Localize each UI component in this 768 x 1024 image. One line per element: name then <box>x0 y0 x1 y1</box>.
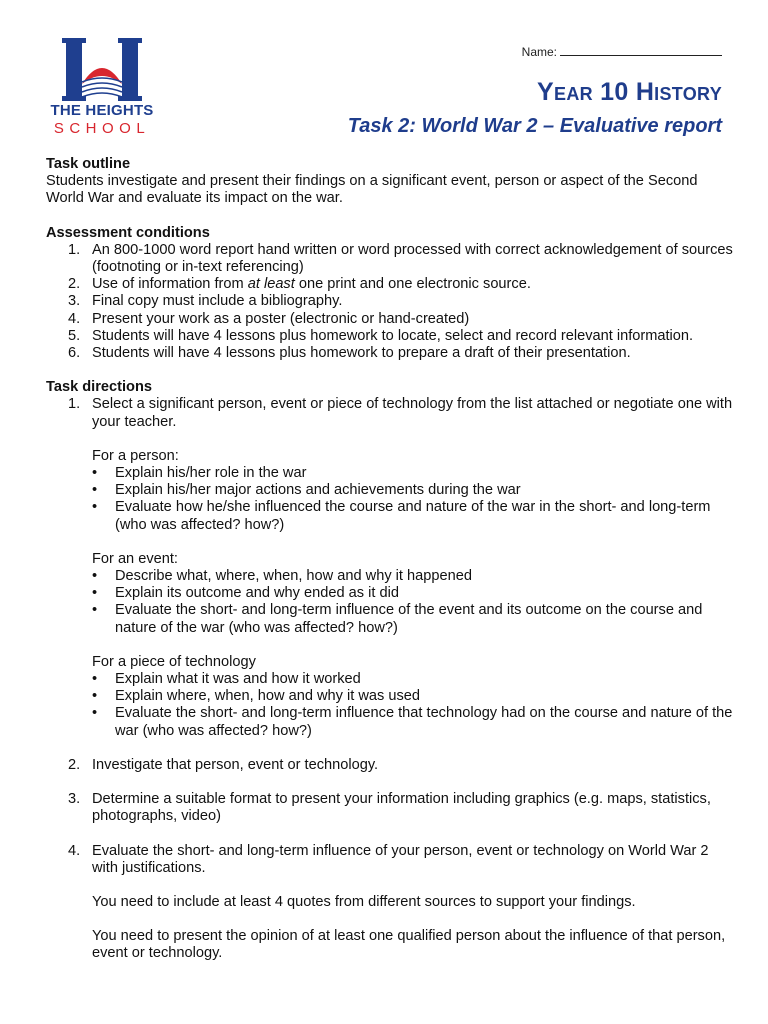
list-item: 2. Investigate that person, event or technology. <box>68 756 379 773</box>
name-blank-line[interactable] <box>560 44 722 56</box>
logo-name-text: THE HEIGHTS <box>50 102 154 119</box>
task-directions-heading: Task directions <box>46 379 152 396</box>
list-item: 1. Select a significant person, event or piece of technology from the list attached or negotiate one with your teacher. For a person: • Explain his/her role in the war • Explain his/her major actions and achievements during the war • Evaluate how he/she influenced the course and nature of the war in the short- and long-term (who was affected? how?) For an event: • Describe what, where, when, how and why it happened • Explain its outcome and why ended as it did • Evaluate the short- and long-term influence of the event and its outcome on the course and nature of the war (who was affected? how?) For a piece of technology • Explain what it was and how it worked • Explain where, when, how and why it was used • Evaluate the short- and long-term influence that technology had on the course and nature of the war (who was affected? how?) <box>46 396 736 756</box>
bullet-item: • Explain his/her role in the war <box>92 465 736 482</box>
document-body <box>46 156 736 963</box>
task-outline-text: Students investigate and present their findings on a significant event, person or aspect of the Second World War and evaluate its impact on the war. <box>46 173 698 207</box>
technology-label: For a piece of technology <box>92 653 256 670</box>
school-crest-icon <box>62 38 142 102</box>
opinion-requirement: You need to present the opinion of at least one qualified person about the influence of that person, event or technology. <box>92 928 726 962</box>
list-item: 6. Students will have 4 lessons plus homework to prepare a draft of their presentation. <box>68 345 631 362</box>
bullet-item: • Explain his/her major actions and achievements during the war <box>92 482 736 499</box>
logo-school-text: SCHOOL <box>53 120 151 137</box>
list-item: 3. Final copy must include a bibliography. <box>68 293 343 310</box>
page-title: Year 10 History <box>537 78 722 106</box>
bullet-item: • Evaluate the short- and long-term influence that technology had on the course and nature of the war (who was affected? how?) <box>92 705 736 739</box>
quotes-requirement: You need to include at least 4 quotes from different sources to support your findings. <box>92 893 636 910</box>
bullet-item: • Evaluate how he/she influenced the course and nature of the war in the short- and long-term (who was affected? how?) <box>92 499 736 533</box>
bullet-item: • Explain what it was and how it worked <box>92 671 736 688</box>
name-field[interactable] <box>522 44 722 59</box>
event-label: For an event: <box>92 550 178 567</box>
list-item: 1. An 800-1000 word report hand written or word processed with correct acknowledgement of sources (footnoting or in-text referencing) <box>68 241 733 276</box>
list-item: 4. Present your work as a poster (electronic or hand-created) <box>68 310 470 327</box>
school-logo <box>40 38 164 138</box>
bullet-item: • Explain its outcome and why ended as it did <box>92 585 736 602</box>
bullet-item: • Explain where, when, how and why it was used <box>92 688 736 705</box>
list-item: 2. Use of information from at least one print and one electronic source. <box>68 276 531 293</box>
task-directions-list <box>46 396 736 962</box>
assessment-conditions-heading: Assessment conditions <box>46 224 210 241</box>
list-item: 4. Evaluate the short- and long-term influence of your person, event or technology on World War 2 with justifications. You need to include at least 4 quotes from different sources to support your findings. You need to present the opinion of at least one qualified person about the influence of that person, event or technology. <box>46 843 736 963</box>
name-label: Name: <box>521 45 557 59</box>
assessment-conditions-list <box>46 242 736 362</box>
task-outline-heading: Task outline <box>46 156 131 172</box>
bullet-item: • Describe what, where, when, how and why it happened <box>92 568 736 585</box>
technology-bullets <box>92 671 736 740</box>
emphasis-text: at least <box>247 276 295 293</box>
list-item: 3. Determine a suitable format to present your information including graphics (e.g. maps, statistics, photographs, video) <box>68 791 711 825</box>
page-subtitle: Task 2: World War 2 – Evaluative report <box>347 115 722 137</box>
person-label: For a person: <box>92 447 179 464</box>
list-item: 5. Students will have 4 lessons plus homework to locate, select and record relevant information. <box>68 327 694 344</box>
event-bullets <box>92 568 736 637</box>
person-bullets <box>92 465 736 534</box>
bullet-item: • Evaluate the short- and long-term influence of the event and its outcome on the course and nature of the war (who was affected? how?) <box>92 602 736 636</box>
